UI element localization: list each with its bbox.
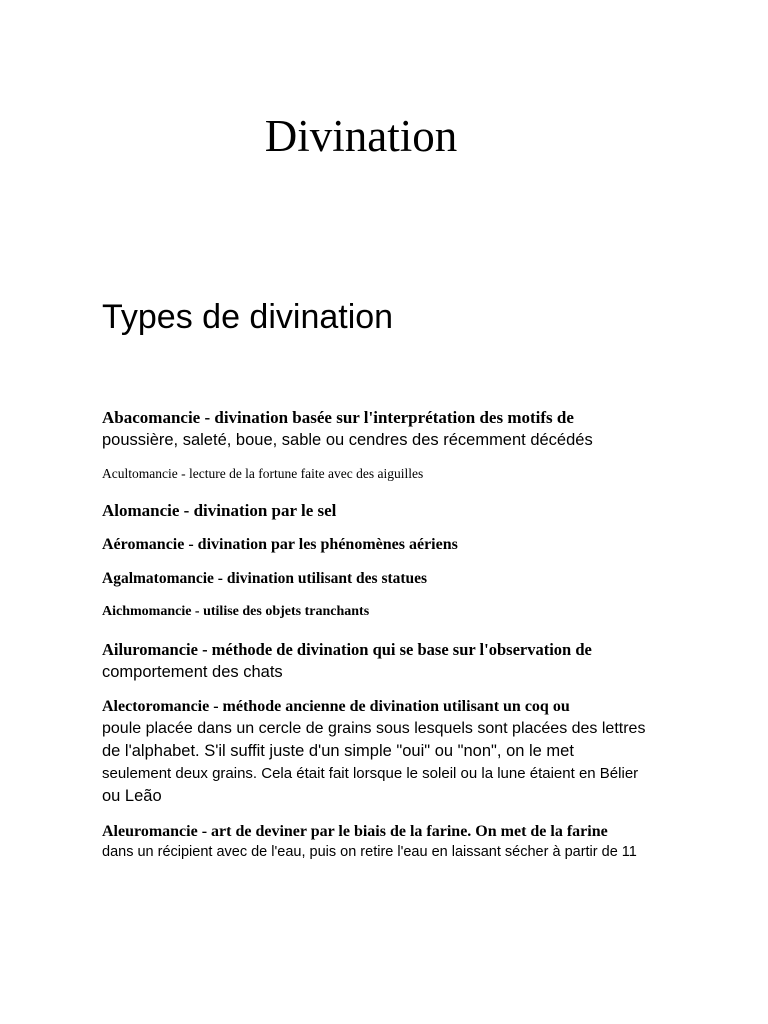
entry-alectoromancie	[102, 696, 742, 808]
entry-line: Aichmomancie - utilise des objets tranchants	[102, 604, 370, 619]
entry-aeromancie	[102, 534, 742, 555]
entry-line: dans un récipient avec de l'eau, puis on retire l'eau en laissant sécher à partir de 11	[102, 844, 637, 860]
entry-line: Aéromancie - divination par les phénomènes aériens	[102, 536, 458, 553]
entry-line: seulement deux grains. Cela était fait lorsque le soleil ou la lune étaient en Bélier	[102, 765, 639, 782]
entry-line: comportement des chats	[102, 663, 283, 681]
entry-aleuromancie	[102, 821, 742, 863]
entry-abacomancie	[102, 407, 742, 452]
entry-line: de l'alphabet. S'il suffit juste d'un simple "oui" ou "non", on le met	[102, 742, 574, 760]
entry-line: Agalmatomancie - divination utilisant des statues	[102, 570, 428, 587]
entry-acultomancie	[102, 465, 742, 483]
entry-line: Abacomancie - divination basée sur l'interprétation des motifs de	[102, 408, 574, 427]
entry-agalmatomancie	[102, 569, 742, 589]
entry-line: poussière, saleté, boue, sable ou cendres des récemment décédés	[102, 431, 593, 449]
entry-line: Alomancie - divination par le sel	[102, 501, 337, 520]
entry-line: Acultomancie - lecture de la fortune faite avec des aiguilles	[102, 466, 424, 481]
entry-line: ou Leão	[102, 787, 162, 805]
entry-line: Aleuromancie - art de deviner par le biais de la farine. On met de la farine	[102, 823, 608, 840]
entry-aichmomancie	[102, 603, 742, 621]
entry-line: Ailuromancie - méthode de divination qui se base sur l'observation de	[102, 640, 592, 659]
section-heading: Types de divination	[102, 298, 394, 336]
entry-alomancie	[102, 500, 742, 522]
entry-ailuromancie	[102, 639, 742, 683]
document-title: Divination	[264, 111, 458, 161]
entry-line: Alectoromancie - méthode ancienne de divination utilisant un coq ou	[102, 698, 570, 715]
entry-line: poule placée dans un cercle de grains sous lesquels sont placées des lettres	[102, 720, 646, 737]
